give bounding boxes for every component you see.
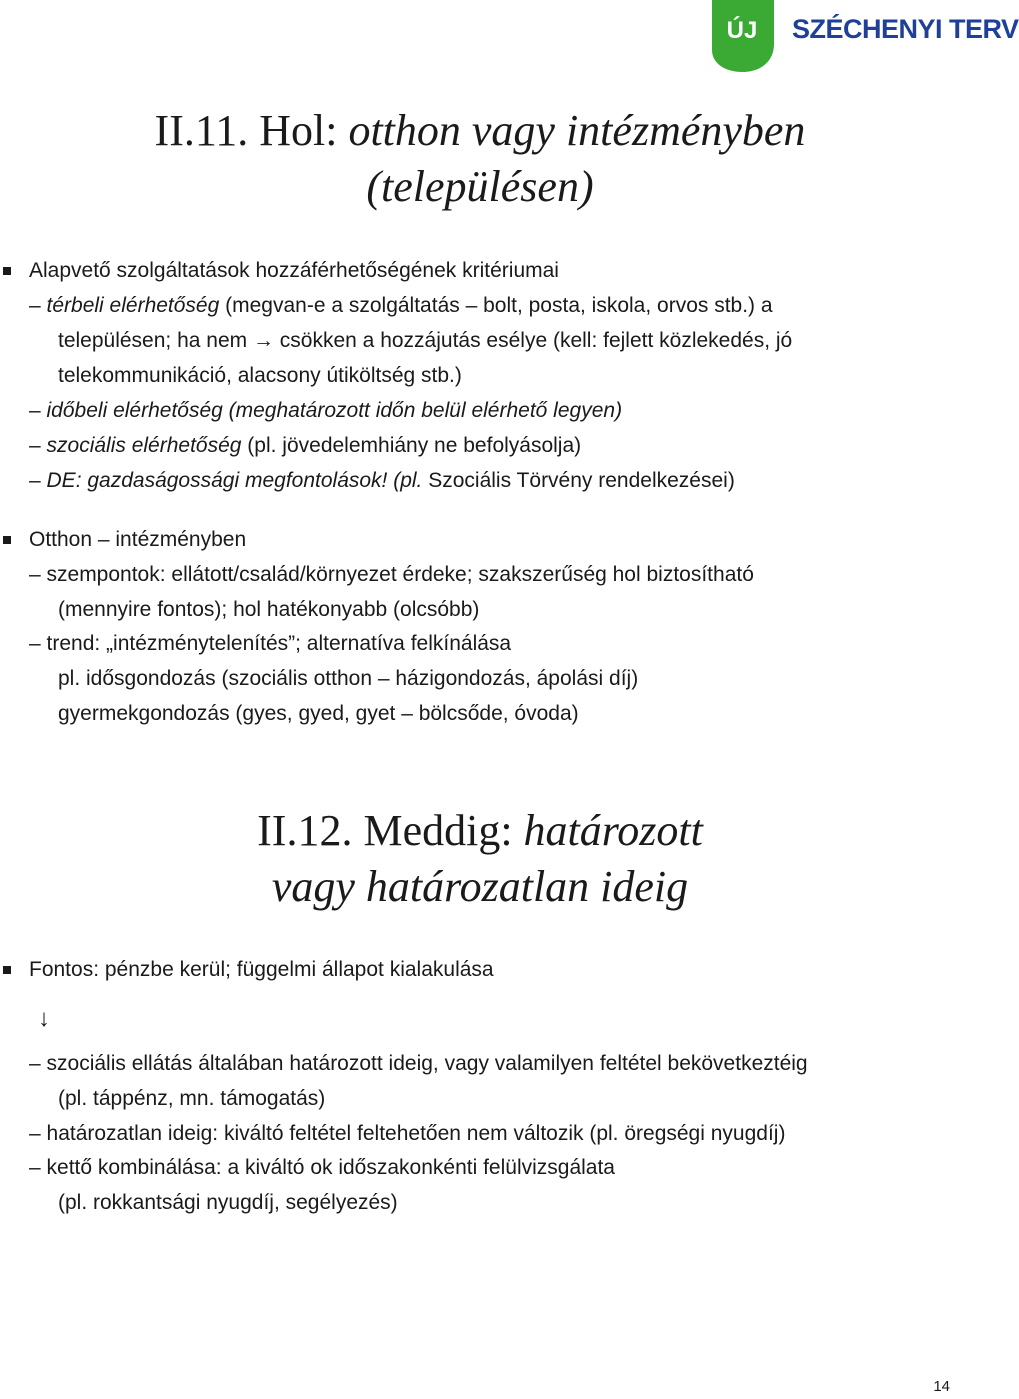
line-tappenz: (pl. táppénz, mn. támogatás) [58, 1087, 326, 1110]
line-idosgondozas: pl. idősgondozás (szociális otthon – házigondozás, ápolási díj) [58, 667, 639, 690]
bullet3-text: Fontos: pénzbe kerül; függelmi állapot kialakulása [29, 958, 494, 981]
szechenyi-terv-logo [712, 0, 1019, 78]
terbeli-rest: (megvan-e a szolgáltatás – bolt, posta, iskola, orvos stb.) a [219, 294, 773, 317]
terbeli-term: térbeli elérhetőség [46, 294, 220, 317]
line-gazdasagossagi [29, 468, 735, 494]
dash: – [29, 294, 47, 317]
line-hatarozatlan: – határozatlan ideig: kiváltó feltétel feltehetően nem változik (pl. öregségi nyugdíj) [29, 1122, 786, 1145]
dash: – [29, 434, 47, 457]
section2-title-line1 [0, 803, 960, 859]
line-idobeli [29, 398, 622, 424]
idobeli-term: időbeli elérhetőség (meghatározott időn belül elérhető legyen) [46, 399, 623, 422]
line-terbeli [29, 293, 773, 319]
line-rokkantsagi: (pl. rokkantsági nyugdíj, segélyezés) [58, 1191, 398, 1214]
section1-title-line1 [0, 103, 960, 159]
line-telekommunikacio: telekommunikáció, alacsony útiköltség stb.) [58, 364, 462, 387]
gazdasagossagi-term: DE: gazdaságossági megfontolások! (pl. [46, 469, 423, 492]
page-number: 14 [933, 1378, 950, 1395]
svg-text:ÚJ: ÚJ [726, 17, 758, 44]
bullet-square-icon [3, 966, 11, 974]
dash: – [29, 469, 47, 492]
line-ketto-kombinalasa: – kettő kombinálása: a kiváltó ok időszakonkénti felülvizsgálata [29, 1156, 615, 1179]
down-arrow-icon: ↓ [38, 1005, 50, 1032]
section2-title-prefix: II.12. Meddig: [257, 806, 524, 855]
line-telepulesen: településen; ha nem → csökken a hozzájutás esélye (kell: fejlett közlekedés, jó [58, 329, 793, 352]
uj-logo-mark-icon [712, 0, 790, 78]
section1-title-italic1: otthon vagy intézményben [348, 106, 806, 155]
line-gyermekgondozas: gyermekgondozás (gyes, gyed, gyet – bölcsőde, óvoda) [58, 702, 579, 725]
section2-title-italic1: határozott [523, 806, 703, 855]
dash: – [29, 399, 47, 422]
szocialis-term: szociális elérhetőség [46, 434, 242, 457]
line-mennyire: (mennyire fontos); hol hatékonyabb (olcsóbb) [58, 598, 480, 621]
line-szocialis-ellatas: – szociális ellátás általában határozott ideig, vagy valamilyen feltétel bekövetkeztéig [29, 1052, 808, 1075]
section2-title-line2 [0, 859, 960, 915]
section1-title-italic2: (településen) [366, 162, 594, 211]
gazdasagossagi-rest: Szociális Törvény rendelkezései) [422, 469, 735, 492]
logo-text: SZÉCHENYI TERV [792, 14, 1019, 44]
section2-title-italic2: vagy határozatlan ideig [271, 862, 689, 911]
section1-title-prefix: II.11. Hol: [154, 106, 349, 155]
bullet-square-icon [3, 267, 11, 275]
bullet1-text: Alapvető szolgáltatások hozzáférhetőségének kritériumai [29, 259, 559, 282]
line-trend: – trend: „intézménytelenítés”; alternatíva felkínálása [29, 632, 512, 655]
line-szempontok: – szempontok: ellátott/család/környezet érdeke; szakszerűség hol biztosítható [29, 563, 754, 586]
szocialis-rest: (pl. jövedelemhiány ne befolyásolja) [241, 434, 582, 457]
section1-title-line2 [0, 159, 960, 215]
bullet2-text: Otthon – intézményben [29, 528, 247, 551]
bullet-square-icon [3, 536, 11, 544]
line-szocialis [29, 433, 581, 459]
